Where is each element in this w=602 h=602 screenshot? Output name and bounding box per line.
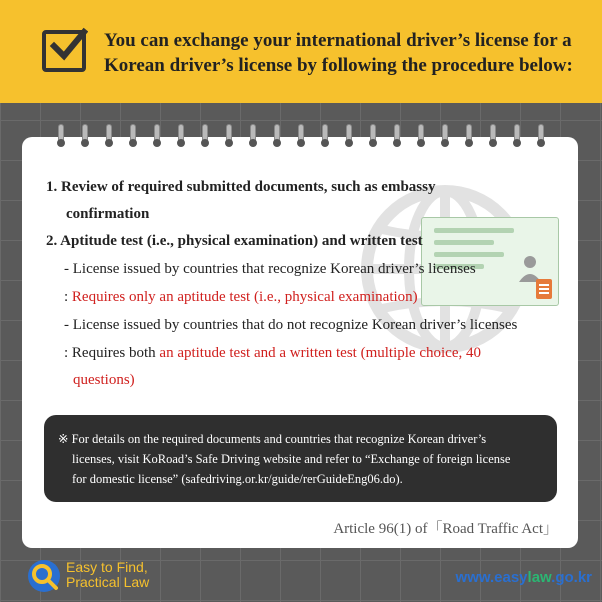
ring-icon	[514, 124, 520, 146]
ring-icon	[106, 124, 112, 146]
ring-icon	[154, 124, 160, 146]
header-line-1: You can exchange your international driver’s license for a	[104, 30, 572, 51]
note-line-2: licenses, visit KoRoad’s Safe Driving website and refer to “Exchange of foreign license	[72, 452, 511, 466]
ring-icon	[226, 124, 232, 146]
header-banner	[0, 0, 602, 103]
header-line-2: Korean driver’s license by following the procedure below:	[104, 55, 573, 76]
ring-icon	[274, 124, 280, 146]
ring-icon	[346, 124, 352, 146]
note-line-1: ※ For details on the required documents and countries that recognize Korean driver’s	[58, 432, 487, 446]
sub-item-1: - License issued by countries that recognize Korean driver’s licenses	[64, 261, 476, 277]
ring-icon	[298, 124, 304, 146]
sub-item-1-prefix: :	[64, 289, 72, 305]
ring-icon	[250, 124, 256, 146]
sub-item-2-prefix: : Requires both	[64, 345, 160, 361]
ring-icon	[322, 124, 328, 146]
step-2-title: 2. Aptitude test (i.e., physical examination) and written test	[46, 233, 423, 249]
ring-icon	[202, 124, 208, 146]
sub-item-2: - License issued by countries that do not recognize Korean driver’s licenses	[64, 317, 518, 333]
step-1-line-2: confirmation	[66, 206, 150, 222]
sub-item-2-result	[64, 345, 481, 362]
logo-line-2: Practical Law	[66, 574, 150, 590]
notepad-rings	[58, 124, 558, 154]
easylaw-logo-icon	[26, 558, 62, 594]
ring-icon	[490, 124, 496, 146]
logo-line-1: Easy to Find,	[66, 559, 148, 575]
document-icon	[536, 279, 552, 299]
site-easy: easy	[494, 569, 528, 586]
site-law: law	[527, 569, 552, 586]
ring-icon	[466, 124, 472, 146]
sub-item-1-requirement: Requires only an aptitude test (i.e., physical examination)	[71, 289, 418, 305]
header-title	[104, 28, 574, 78]
site-suffix: .go.kr	[551, 569, 592, 586]
article-reference: Article 96(1) of「Road Traffic Act」	[333, 521, 558, 537]
ring-icon	[130, 124, 136, 146]
check-icon	[42, 30, 86, 72]
sub-item-1-result	[64, 289, 418, 306]
ring-icon	[58, 124, 64, 146]
ring-icon	[538, 124, 544, 146]
person-icon	[518, 254, 542, 282]
info-note-box	[44, 415, 557, 502]
ring-icon	[394, 124, 400, 146]
site-url[interactable]	[456, 569, 592, 586]
site-prefix: www.	[455, 569, 495, 586]
ring-icon	[418, 124, 424, 146]
logo-tagline	[66, 560, 149, 590]
step-1-line-1: 1. Review of required submitted documents, such as embassy	[46, 179, 436, 195]
ring-icon	[178, 124, 184, 146]
sub-item-2-requirement-cont: questions)	[73, 372, 135, 388]
note-line-3: for domestic license” (safedriving.or.kr/guide/rerGuideEng06.do).	[72, 472, 403, 486]
ring-icon	[82, 124, 88, 146]
ring-icon	[370, 124, 376, 146]
sub-item-2-requirement: an aptitude test and a written test (multiple choice, 40	[159, 345, 481, 361]
ring-icon	[442, 124, 448, 146]
